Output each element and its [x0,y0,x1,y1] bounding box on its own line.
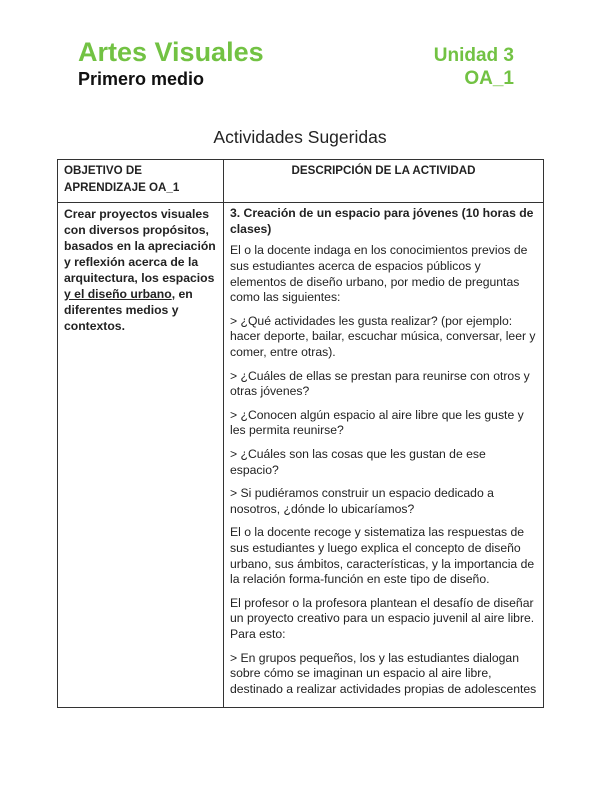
question-item: > ¿Conocen algún espacio al aire libre que les guste y les permita reunirse? [230,407,524,438]
paragraph-body: El profesor o la profesora plantean el desafío de diseñar un proyecto creativo para un espacio juvenil al aire libre. Para esto: [230,595,535,642]
description-cell [224,203,544,708]
subject-title: Artes Visuales [78,37,264,67]
question-item: > ¿Cuáles son las cosas que les gustan de ese espacio? [230,446,486,477]
question-item: > ¿Cuáles de ellas se prestan para reunirse con otros y otras jóvenes? [230,368,530,399]
objective-text-part2: , en diferentes medios y contextos. [64,287,193,333]
paragraph-intro: El o la docente indaga en los conocimientos previos de sus estudiantes acerca de espacios públicos y elementos de diseño urbano, por medio de preguntas como las siguientes: [230,243,528,305]
section-title: Actividades Sugeridas [213,127,387,147]
activity-table [57,159,544,708]
question-item: > ¿Qué actividades les gusta realizar? (por ejemplo: hacer deporte, bailar, escuchar música, conversar, leer y comer, entre otras). [230,313,536,360]
list-item: > En grupos pequeños, los y las estudiantes dialogan sobre cómo se imaginan un espacio al aire libre, destinado a realizar actividades propias de adolescentes [230,650,537,697]
description-header: DESCRIPCIÓN DE LA ACTIVIDAD [224,160,544,203]
table-header-row [58,160,544,203]
objective-text-underlined: y el diseño urbano [64,287,172,301]
description-content [230,205,537,707]
objective-code-label: OA_1 [464,68,514,89]
activity-title: 3. Creación de un espacio para jóvenes (10 horas de clases) [230,206,534,236]
level-label: Primero medio [78,69,205,89]
objective-cell [58,203,224,708]
table-row [58,203,544,708]
objective-text-part1: Crear proyectos visuales con diversos propósitos, basados en la apreciación y reflexión acerca de la arquitectura, los espacios [64,207,216,285]
unit-label: Unidad 3 [433,45,514,66]
paragraph-body: El o la docente recoge y sistematiza las respuestas de sus estudiantes y luego explica el concepto de diseño urbano, sus ámbitos, características, y la importancia de la relación forma-función en este tipo de diseño. [230,524,535,587]
question-item: > Si pudiéramos construir un espacio dedicado a nosotros, ¿dónde lo ubicaríamos? [230,485,494,516]
objective-header: OBJETIVO DE APRENDIZAJE OA_1 [58,160,224,203]
